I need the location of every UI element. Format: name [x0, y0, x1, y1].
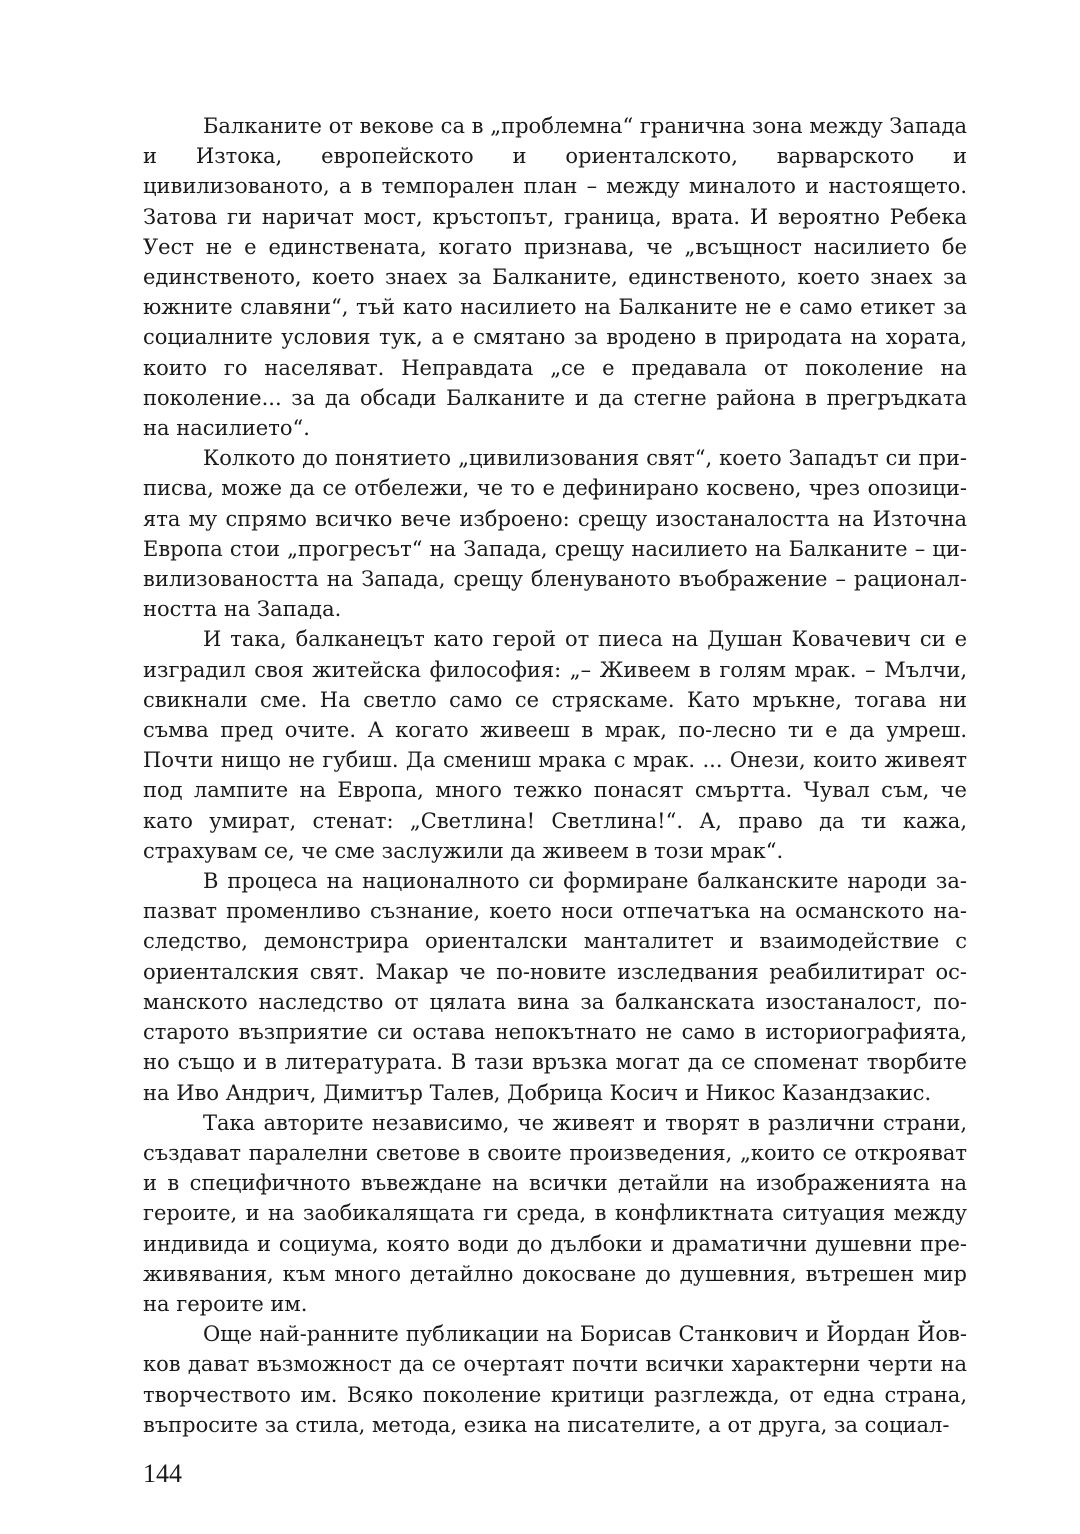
document-body: [143, 111, 967, 1440]
paragraph-4: В процеса на националното си формиране балканските народи запазват променливо съзнание, което носи отпечатъка на османското наследство, демонстрира ориенталски манталитет и взаимодействие с ориенталския свят. Макар че по-новите изследвания реабилитират османското наследство от цялата вина за балканската изостаналост, по-старото възприятие си остава непокътнато не само в историографията, но също и в литературата. В тази връзка могат да се споменат творбите на Иво Андрич, Димитър Талев, Добрица Косич и Никос Казандзакис.: [143, 869, 967, 1105]
paragraph-1: Балканите от векове са в „проблемна“ гранична зона между Запада и Изтока, европейското и ориенталското, варварското и цивилизованото, а в темпорален план – между миналото и настоящето. Затова ги наричат мост, кръстопът, граница, врата. И вероятно Ребека Уест не е единствената, когато признава, че „всъщност насилието бе единственото, което знаех за Балканите, единственото, което знаех за южните славяни“, тъй като насилието на Балканите не е само етикет за социалните условия тук, а е смятано за вродено в природата на хората, които го населяват. Неправдата „се е предавала от поколение на поколение... за да обсади Балканите и да стегне района в прегръдката на насилието“.: [143, 114, 967, 441]
paragraph-3: И така, балканецът като герой от пиеса на Душан Ковачевич си е изградил своя житейска философия: „– Живеем в голям мрак. – Мълчи, свикнали сме. На светло само се стряскаме. Като мръкне, тогава ни съмва пред очите. А когато живееш в мрак, по-лесно ти е да умреш. Почти нищо не губиш. Да смениш мрака с мрак. ... Онези, които живеят под лампите на Европа, много тежко понасят смъртта. Чувал съм, че като умират, стенат: „Светлина! Светлина!“. А, право да ти кажа, страхувам се, че сме заслужили да живеем в този мрак“.: [143, 627, 967, 863]
paragraph-5: Така авторите независимо, че живеят и творят в различни страни, създават паралелни светове в своите произведения, „които се открояват и в специфичното въвеждане на всички детайли на изображенията на героите, и на заобикалящата ги среда, в конфликтната ситуация между индивида и социума, която води до дълбоки и драматични душевни преживявания, към много детайлно докосване до душевния, вътрешен мир на героите им.: [143, 1110, 967, 1316]
paragraph-6: Още най-ранните публикации на Борисав Станкович и Йордан Йовков дават възможност да се очертаят почти всички характерни черти на творчеството им. Всяко поколение критици разглежда, от една страна, въпросите за стила, метода, езика на писателите, а от друга, за социал-: [143, 1322, 967, 1437]
paragraph-2: Колкото до понятието „цивилизования свят“, което Западът си приписва, може да се отбележи, че то е дефинирано косвено, чрез опозицията му спрямо всичко вече изброено: срещу изостаналостта на Източна Европа стои „прогресът“ на Запада, срещу насилието на Балканите – цивилизоваността на Запада, срещу бленуваното въображение – рационалността на Запада.: [143, 446, 967, 622]
page-number: 144: [143, 1459, 182, 1488]
